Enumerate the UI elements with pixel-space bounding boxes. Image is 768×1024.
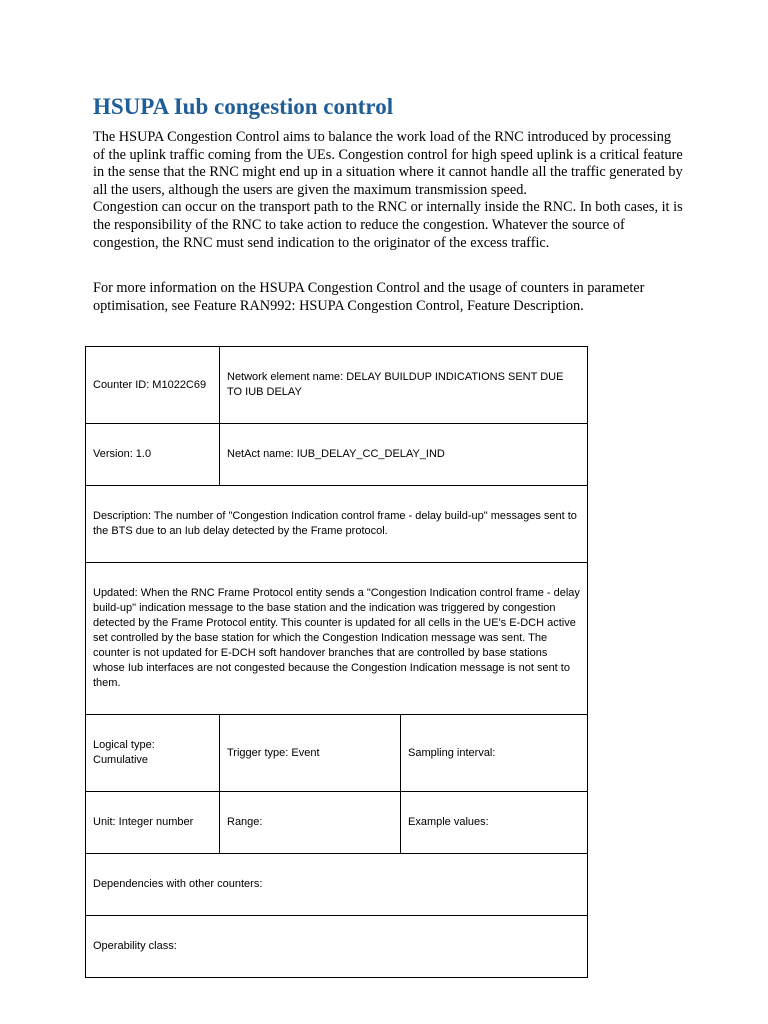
updated-cell: Updated: When the RNC Frame Protocol entity sends a "Congestion Indication control frame - delay build-up" indication message to the base station and the indication was triggered by congestion detected by the Frame Protocol entity. This counter is updated for all cells in the UE's E-DCH active set controlled by the base station for which the Congestion Indication message was sent. The counter is not updated for E-DCH soft handover branches that are controlled by base stations whose Iub interfaces are not congested because the Congestion Indication message is not sent to them. bbox=[86, 563, 588, 715]
trigger-type-cell: Trigger type: Event bbox=[220, 715, 401, 792]
table-row bbox=[86, 715, 588, 792]
intro-paragraph-1: The HSUPA Congestion Control aims to balance the work load of the RNC introduced by processing of the uplink traffic coming from the UEs. Congestion control for high speed uplink is a critical feature in the sense that the RNC might end up in a situation where it cannot handle all the traffic generated by all the users, although the users are given the maximum transmission speed. Congestion can occur on the transport path to the RNC or internally inside the RNC. In both cases, it is the responsibility of the RNC to take action to reduce the congestion. Whatever the source of congestion, the RNC must send indication to the originator of the excess traffic. bbox=[93, 129, 683, 251]
sampling-interval-cell: Sampling interval: bbox=[401, 715, 588, 792]
network-element-name-cell: Network element name: DELAY BUILDUP INDICATIONS SENT DUE TO IUB DELAY bbox=[220, 347, 588, 424]
example-values-cell: Example values: bbox=[401, 792, 588, 854]
counter-table bbox=[85, 346, 588, 978]
page-title: HSUPA Iub congestion control bbox=[93, 94, 394, 119]
unit-cell: Unit: Integer number bbox=[86, 792, 220, 854]
table-row bbox=[86, 347, 588, 424]
operability-class-cell: Operability class: bbox=[86, 916, 588, 978]
logical-type-cell: Logical type: Cumulative bbox=[86, 715, 220, 792]
dependencies-cell: Dependencies with other counters: bbox=[86, 854, 588, 916]
description-cell: Description: The number of "Congestion Indication control frame - delay build-up" messages sent to the BTS due to an Iub delay detected by the Frame protocol. bbox=[86, 486, 588, 563]
table-row bbox=[86, 486, 588, 563]
range-cell: Range: bbox=[220, 792, 401, 854]
intro-paragraph-2: For more information on the HSUPA Congestion Control and the usage of counters in parameter optimisation, see Feature RAN992: HSUPA Congestion Control, Feature Description. bbox=[93, 280, 645, 314]
table-row bbox=[86, 916, 588, 978]
table-row bbox=[86, 854, 588, 916]
counter-id-cell: Counter ID: M1022C69 bbox=[86, 347, 220, 424]
table-row bbox=[86, 424, 588, 486]
netact-name-cell: NetAct name: IUB_DELAY_CC_DELAY_IND bbox=[220, 424, 588, 486]
table-row bbox=[86, 792, 588, 854]
table-row bbox=[86, 563, 588, 715]
version-cell: Version: 1.0 bbox=[86, 424, 220, 486]
